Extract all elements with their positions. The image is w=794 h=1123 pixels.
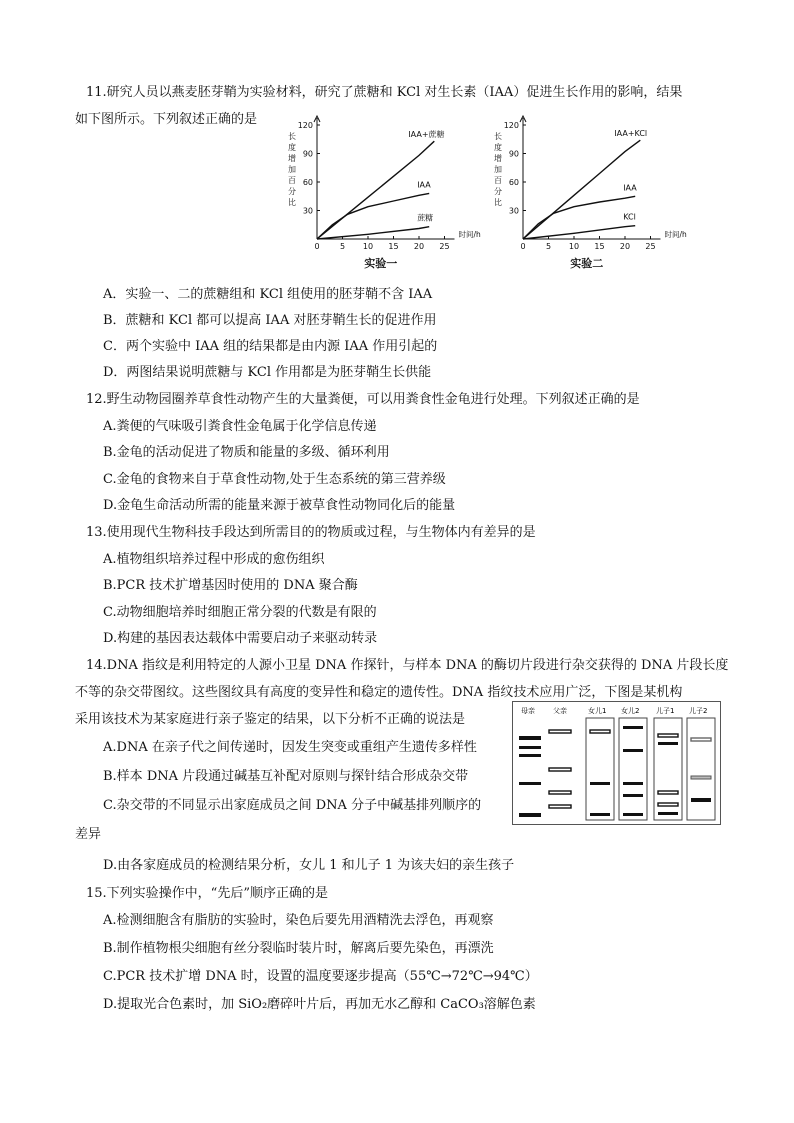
q14-option-b: B.样本 DNA 片段通过碱基互补配对原则与探针结合形成杂交带 — [103, 769, 469, 784]
y-tick-label: 90 — [508, 149, 519, 159]
mother-bands — [519, 736, 541, 817]
q14-stem-line2: 不等的杂交带图纹。这些图纹具有高度的变异性和稳定的遗传性。DNA 指纹技术应用广泛，下图是某机构 — [75, 685, 683, 700]
series-line — [317, 141, 434, 239]
y-axis-label-char: 加 — [494, 165, 502, 174]
x-tick-label: 5 — [339, 242, 346, 251]
y-axis-label-char: 比 — [494, 198, 502, 207]
q12-option-a: A.粪便的气味吸引粪食性金龟属于化学信息传递 — [103, 419, 377, 434]
series-label: IAA+KCl — [614, 129, 648, 139]
dna-fingerprint-figure — [512, 701, 721, 825]
y-axis-label-char: 加 — [288, 165, 296, 174]
q15-stem: 15.下列实验操作中，“先后”顺序正确的是 — [86, 886, 328, 901]
x-tick-label: 0 — [520, 242, 526, 251]
y-axis-label-char: 度 — [494, 143, 502, 152]
y-axis-label-char: 度 — [288, 143, 296, 152]
q12-option-b: B.金龟的活动促进了物质和能量的多级、循环利用 — [103, 445, 390, 460]
band — [519, 782, 541, 785]
chart-experiment-1 — [282, 112, 482, 272]
band — [658, 742, 678, 745]
series-line — [317, 193, 429, 239]
band — [658, 812, 678, 815]
lane-label-daughter1: 女儿1 — [588, 707, 607, 715]
q14-stem-line1: 14.DNA 指纹是利用特定的人源小卫星 DNA 作探针，与样本 DNA 的酶切片段进行杂交获得的 DNA 片段长度 — [86, 658, 729, 673]
band — [691, 738, 711, 741]
x-tick-label: 20 — [413, 242, 425, 251]
x-tick-label: 10 — [362, 242, 374, 251]
daughter1-bands — [590, 730, 610, 816]
band — [549, 730, 571, 733]
series-label: KCl — [623, 212, 636, 222]
q15-option-a: A.检测细胞含有脂肪的实验时，染色后要先用酒精洗去浮色，再观察 — [103, 913, 494, 928]
y-axis-label-char: 比 — [288, 198, 296, 207]
band — [623, 726, 643, 729]
q13-option-d: D.构建的基因表达载体中需要启动子来驱动转录 — [103, 631, 378, 646]
band — [519, 754, 541, 757]
band — [549, 805, 571, 808]
q11-stem-line1: 11.研究人员以燕麦胚芽鞘为实验材料，研究了蔗糖和 KCl 对生长素（IAA）促进生长作用的影响，结果 — [86, 85, 683, 100]
q11-option-a: A．实验一、二的蔗糖组和 KCl 组使用的胚芽鞘不含 IAA — [103, 287, 433, 302]
band — [658, 734, 678, 737]
band — [549, 791, 571, 794]
q14-stem-line3: 采用该技术为某家庭进行亲子鉴定的结果，以下分析不正确的说法是 — [75, 712, 466, 727]
q13-option-a: A.植物组织培养过程中形成的愈伤组织 — [103, 552, 325, 567]
series-line — [523, 226, 635, 239]
y-axis-label-char: 百 — [494, 176, 502, 185]
q14-option-d: D.由各家庭成员的检测结果分析，女儿 1 和儿子 1 为该夫妇的亲生孩子 — [103, 858, 515, 873]
lane-frame-daughter2 — [619, 718, 647, 820]
q11-stem-line2: 如下图所示。下列叙述正确的是 — [75, 112, 258, 127]
x-tick-label: 15 — [594, 242, 605, 251]
q11-option-d: D．两图结果说明蔗糖与 KCl 作用都是为胚芽鞘生长供能 — [103, 365, 432, 380]
y-tick-label: 90 — [302, 149, 313, 159]
q15-option-d: D.提取光合色素时，加 SiO₂磨碎叶片后，再加无水乙醇和 CaCO₃溶解色素 — [103, 997, 536, 1012]
q14-option-c: C.杂交带的不同显示出家庭成员之间 DNA 分子中碱基排列顺序的 — [103, 798, 482, 813]
x-tick-label: 10 — [568, 242, 580, 251]
chart-title: 实验一 — [364, 257, 398, 270]
band — [519, 736, 541, 740]
band — [623, 749, 643, 752]
x-tick-label: 15 — [388, 242, 399, 251]
lane-label-son1: 儿子1 — [656, 707, 675, 715]
q15-option-b: B.制作植物根尖细胞有丝分裂临时装片时，解离后要先染色，再漂洗 — [103, 941, 494, 956]
y-axis-label-char: 百 — [288, 176, 296, 185]
series-label: IAA — [623, 183, 637, 193]
son1-bands — [658, 734, 678, 815]
q12-option-c: C.金龟的食物来自于草食性动物,处于生态系统的第三营养级 — [103, 472, 446, 487]
band — [623, 813, 643, 816]
band — [590, 730, 610, 733]
y-axis-label-char: 分 — [494, 187, 502, 196]
y-axis-label-char: 增 — [494, 154, 502, 163]
band — [658, 803, 678, 806]
lane-label-mother: 母亲 — [521, 707, 535, 715]
y-axis-label-char: 长 — [494, 132, 502, 141]
series-line — [317, 227, 429, 239]
q13-option-c: C.动物细胞培养时细胞正常分裂的代数是有限的 — [103, 605, 377, 620]
chart-experiment-2 — [488, 112, 688, 272]
x-tick-label: 5 — [545, 242, 552, 251]
y-tick-label: 120 — [297, 121, 313, 130]
y-tick-label: 60 — [302, 178, 313, 187]
y-tick-label: 120 — [503, 121, 519, 130]
lane-label-father: 父亲 — [553, 707, 567, 715]
band — [623, 794, 643, 797]
lane-frame-son2 — [687, 718, 715, 820]
series-label: IAA+蔗糖 — [408, 130, 445, 140]
q14-option-c-cont: 差异 — [75, 827, 102, 842]
band — [691, 776, 711, 779]
lane-label-son2: 儿子2 — [689, 707, 708, 715]
band — [590, 813, 610, 816]
y-tick-label: 30 — [302, 206, 313, 216]
band — [658, 791, 678, 794]
q12-stem: 12.野生动物园圈养草食性动物产生的大量粪便，可以用粪食性金龟进行处理。下列叙述正确的是 — [86, 392, 640, 407]
x-axis-label: 时间/h — [458, 230, 481, 239]
y-tick-label: 30 — [508, 206, 519, 216]
q13-option-b: B.PCR 技术扩增基因时使用的 DNA 聚合酶 — [103, 578, 358, 593]
y-axis-label-char: 分 — [288, 187, 296, 196]
y-axis-label-char: 增 — [288, 154, 296, 163]
y-axis-label-char: 长 — [288, 132, 296, 141]
band — [519, 746, 541, 749]
band — [623, 782, 643, 785]
x-axis-label: 时间/h — [664, 230, 687, 239]
band — [691, 798, 711, 802]
lane-label-daughter2: 女儿2 — [621, 707, 640, 715]
q14-option-a: A.DNA 在亲子代之间传递时，因发生突变或重组产生遗传多样性 — [103, 740, 477, 755]
x-tick-label: 25 — [439, 242, 450, 251]
q12-option-d: D.金龟生命活动所需的能量来源于被草食性动物同化后的能量 — [103, 498, 456, 513]
q15-option-c: C.PCR 技术扩增 DNA 时，设置的温度要逐步提高（55℃→72℃→94℃） — [103, 969, 538, 984]
x-tick-label: 20 — [619, 242, 631, 251]
q11-option-b: B．蔗糖和 KCl 都可以提高 IAA 对胚芽鞘生长的促进作用 — [103, 313, 437, 328]
father-bands — [549, 730, 571, 808]
gel-bands — [513, 702, 720, 824]
x-tick-label: 0 — [314, 242, 320, 251]
band — [549, 768, 571, 771]
y-tick-label: 60 — [508, 178, 519, 187]
band — [519, 813, 541, 817]
chart-title: 实验二 — [570, 257, 604, 270]
series-label: IAA — [417, 180, 431, 190]
son2-bands — [691, 738, 711, 802]
daughter2-bands — [623, 726, 643, 816]
q13-stem: 13.使用现代生物科技手段达到所需目的的物质或过程，与生物体内有差异的是 — [86, 525, 536, 540]
series-label: 蔗糖 — [417, 213, 434, 223]
x-tick-label: 25 — [645, 242, 656, 251]
band — [590, 782, 610, 785]
q11-option-c: C．两个实验中 IAA 组的结果都是由内源 IAA 作用引起的 — [103, 339, 438, 354]
